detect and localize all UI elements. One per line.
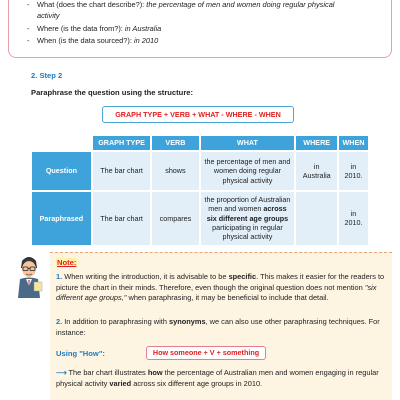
header-graph-type: GRAPH TYPE bbox=[93, 136, 150, 150]
note-label: Note: bbox=[57, 258, 77, 267]
paraphrase-heading: Paraphrase the question using the structure: bbox=[31, 88, 194, 97]
arrow-right-icon: ⟶ bbox=[56, 368, 67, 377]
note-paragraph-1: 1. When writing the introduction, it is advisable to be specific. This makes it easier for the readers to picture the chart in their minds. Therefore, even though the original question does not mention "six different age groups," when paraphrasing, it may be beneficial to include that detail. bbox=[56, 272, 385, 303]
cell-verb: shows bbox=[152, 152, 198, 190]
cell-where bbox=[296, 192, 337, 245]
table-row bbox=[32, 192, 368, 245]
header-where: WHERE bbox=[296, 136, 337, 150]
header-verb: VERB bbox=[152, 136, 198, 150]
row-label-paraphrased: Paraphrased bbox=[32, 192, 91, 245]
criteria-item-what: - What (does the chart describe?): the percentage of men and women doing regular physical bbox=[27, 0, 379, 10]
using-how-label: Using "How": bbox=[56, 349, 105, 358]
table-row bbox=[32, 152, 368, 190]
header-what: WHAT bbox=[201, 136, 295, 150]
criteria-box bbox=[8, 0, 392, 58]
table-header-row bbox=[32, 136, 368, 150]
cell-what: the proportion of Australian men and women across six different age groups participating in regular physical activity bbox=[201, 192, 295, 245]
header-when: WHEN bbox=[339, 136, 368, 150]
cell-where: in Australia bbox=[296, 152, 337, 190]
cell-when: in 2010. bbox=[339, 192, 368, 245]
criteria-item-where: - Where (is the data from?): in Australia bbox=[27, 24, 379, 34]
cell-what: the percentage of men and women doing regular physical activity bbox=[201, 152, 295, 190]
structure-formula: GRAPH TYPE + VERB + WHAT - WHERE - WHEN bbox=[102, 106, 294, 123]
how-structure-formula: How someone + V + something bbox=[146, 346, 266, 360]
example-sentence: ⟶ The bar chart illustrates how the percentage of Australian men and women engaging in regular physical activity varied across six different age groups in 2010. bbox=[56, 368, 379, 388]
note-paragraph-2: 2. In addition to paraphrasing with synonyms, we can also use other paraphrasing techniques. For instance: bbox=[56, 317, 380, 337]
table-corner bbox=[32, 136, 91, 150]
criteria-list bbox=[27, 0, 379, 46]
row-label-question: Question bbox=[32, 152, 91, 190]
criteria-item-when: - When (is the data sourced?): in 2010 bbox=[27, 36, 379, 46]
cell-type: The bar chart bbox=[93, 192, 150, 245]
step-title: 2. Step 2 bbox=[31, 71, 63, 80]
criteria-item-what-cont: activity bbox=[37, 11, 60, 21]
cell-verb: compares bbox=[152, 192, 198, 245]
note-box bbox=[50, 252, 392, 400]
cell-when: in 2010. bbox=[339, 152, 368, 190]
paraphrase-table bbox=[30, 134, 370, 247]
teacher-character-icon bbox=[14, 252, 44, 302]
cell-type: The bar chart bbox=[93, 152, 150, 190]
